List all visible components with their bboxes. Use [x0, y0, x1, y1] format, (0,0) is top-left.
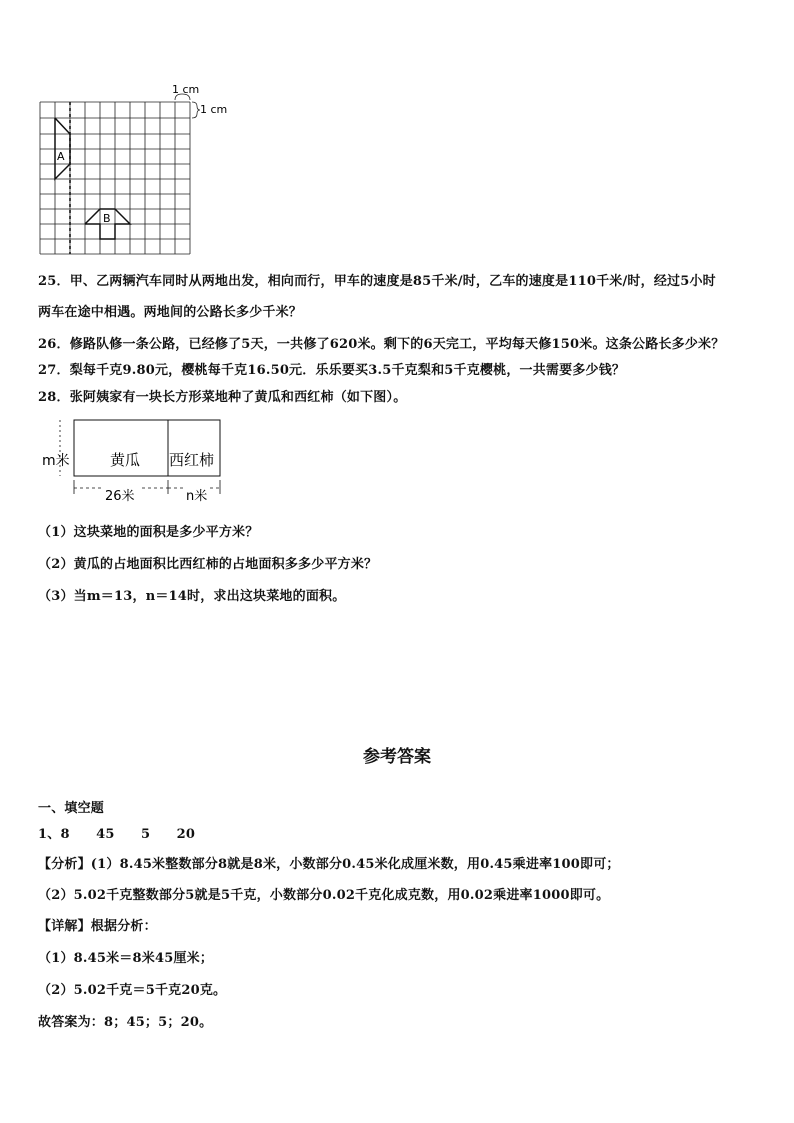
- question-25-line2: 两车在途中相遇。两地间的公路长多少千米？: [38, 305, 303, 320]
- question-26: 26．修路队修一条公路，已经修了5天，一共修了620米。剩下的6天完工，平均每天修150米。这条公路长多少米？: [38, 337, 725, 352]
- question-25-line1: 25．甲、乙两辆汽车同时从两地出发，相向而行，甲车的速度是85千米/时，乙车的速度是110千米/时，经过5小时: [38, 274, 716, 289]
- analysis-line-2: （2）5.02千克整数部分5就是5千克，小数部分0.02千克化成克数，用0.02乘进率1000即可。: [38, 888, 610, 903]
- question-28: 28．张阿姨家有一块长方形菜地种了黄瓜和西红柿（如下图）。: [38, 390, 407, 405]
- width1-label: 26米: [105, 489, 135, 504]
- answer-line-1: 1、8 45 5 20: [38, 827, 196, 842]
- cucumber-label: 黄瓜: [110, 451, 141, 469]
- unit-label-right: 1 cm: [200, 103, 228, 116]
- unit-label-top: 1 cm: [172, 84, 200, 96]
- grid-figure: [38, 84, 228, 258]
- detail-heading: 【详解】根据分析：: [38, 919, 157, 934]
- shape-a-label: A: [57, 150, 65, 163]
- sub-question-1: （1）这块菜地的面积是多少平方米？: [38, 525, 259, 540]
- detail-line-2: （2）5.02千克＝5千克20克。: [38, 983, 227, 998]
- garden-figure: [38, 414, 238, 510]
- grid-figure-svg: [38, 84, 228, 258]
- width2-label: n米: [186, 489, 208, 504]
- shape-a: [55, 118, 70, 179]
- analysis-line-1: 【分析】(1）8.45米整数部分8就是8米，小数部分0.45米化成厘米数，用0.45乘进率100即可；: [38, 857, 620, 872]
- detail-line-1: （1）8.45米＝8米45厘米；: [38, 951, 214, 966]
- tomato-label: 西红柿: [169, 451, 215, 469]
- question-27: 27．梨每千克9.80元，樱桃每千克16.50元．乐乐要买3.5千克梨和5千克樱桃，一共需要多少钱？: [38, 363, 626, 378]
- unit-bracket-right: [192, 102, 200, 118]
- sub-question-3: （3）当m＝13，n＝14时，求出这块菜地的面积。: [38, 589, 346, 604]
- shape-b-label: B: [103, 212, 111, 225]
- garden-figure-svg: [38, 414, 238, 510]
- height-label: m米: [42, 453, 70, 469]
- answer-title: 参考答案: [363, 747, 431, 767]
- answer-section: 一、填空题: [38, 801, 105, 816]
- answer-conclusion: 故答案为：8；45；5；20。: [38, 1015, 213, 1030]
- sub-question-2: （2）黄瓜的占地面积比西红柿的占地面积多多少平方米？: [38, 557, 378, 572]
